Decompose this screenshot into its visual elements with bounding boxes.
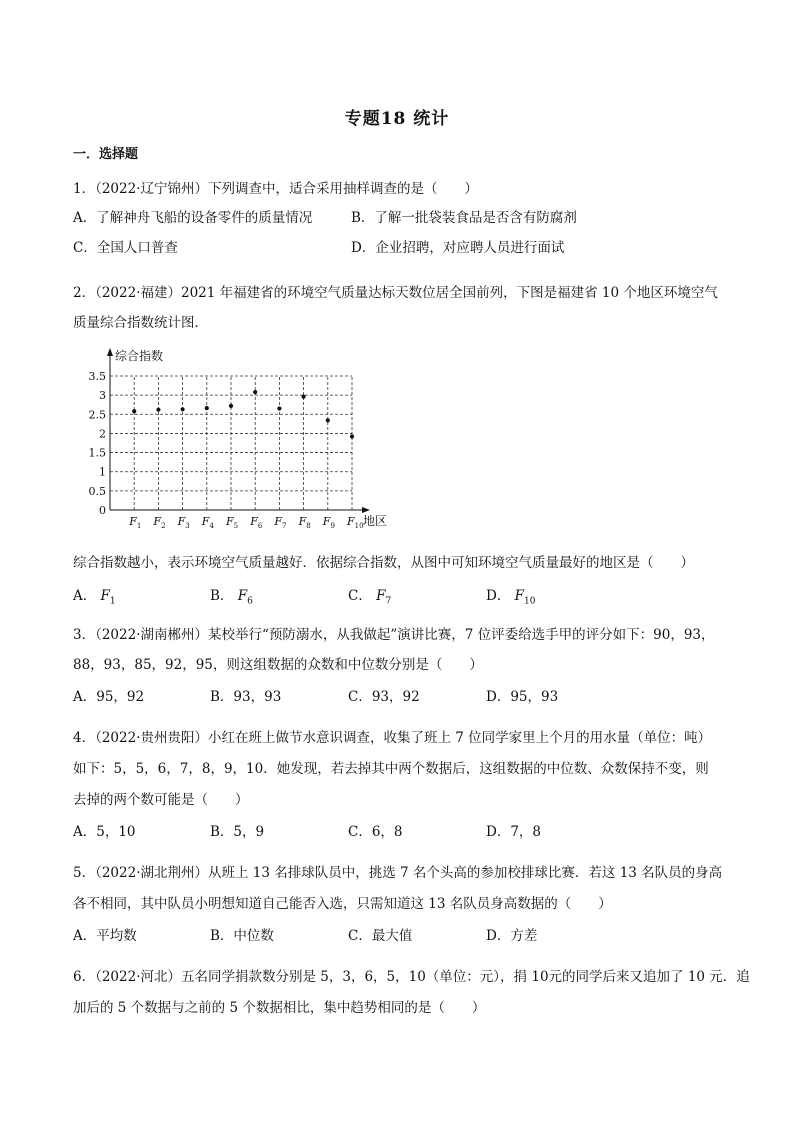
index-chart <box>70 344 400 534</box>
data-point <box>326 418 330 422</box>
q2-stem-line1: 2．（2022·福建）2021 年福建省的环境空气质量达标天数位居全国前列，下图是福建省 10 个地区环境空气 <box>73 285 718 301</box>
data-point <box>350 434 354 438</box>
q3-stem-line1: 3．（2022·湖南郴州）某校举行“预防溺水，从我做起”演讲比赛，7 位评委给选手甲的评分如下：90，93， <box>73 627 715 643</box>
data-point <box>205 406 209 410</box>
data-point <box>277 406 281 410</box>
section-heading: 一．选择题 <box>73 147 139 162</box>
x-tick-label: $F_4$ <box>201 515 214 530</box>
x-tick-label: $F_8$ <box>298 515 311 530</box>
q2-option-c: C． $F_7$ <box>348 588 392 607</box>
data-point <box>181 407 185 411</box>
q2-option-a: A． $F_1$ <box>73 588 116 607</box>
q6-stem-line1: 6．（2022·河北）五名同学捐款数分别是 5，3，6，5，10（单位：元），捐 10元的同学后来又追加了 10 元．追 <box>73 969 750 985</box>
q5-stem-line2: 各不相同，其中队员小明想知道自己能否入选，只需知道这 13 名队员身高数据的（ ） <box>73 896 612 912</box>
q2-stem-line2: 质量综合指数统计图． <box>73 315 208 331</box>
q2-option-d: D． $F_{10}$ <box>486 588 536 607</box>
q3-option-b: B．93，93 <box>210 689 282 705</box>
x-axis-label: 地区 <box>363 514 388 528</box>
chart-grid <box>110 376 352 510</box>
x-tick-label: $F_9$ <box>322 515 335 530</box>
y-tick-label: 0 <box>99 504 106 517</box>
x-tick-label: $F_7$ <box>274 515 287 530</box>
q2-stem-line3: 综合指数越小，表示环境空气质量越好．依据综合指数，从图中可知环境空气质量最好的地区是（ ） <box>73 555 694 571</box>
chart-y-ticks <box>89 370 107 517</box>
q1-option-b: B．了解一批袋装食品是否含有防腐剂 <box>351 210 577 226</box>
q4-option-a: A．5，10 <box>73 824 136 840</box>
q3-option-a: A．95，92 <box>73 689 145 705</box>
q6-stem-line2: 加后的 5 个数据与之前的 5 个数据相比，集中趋势相同的是（ ） <box>73 1000 486 1016</box>
data-point <box>253 390 257 394</box>
y-tick-label: 0.5 <box>88 484 106 498</box>
y-tick-label: 3 <box>99 389 106 403</box>
y-axis-arrow <box>107 348 113 356</box>
x-tick-label: $F_6$ <box>250 515 263 530</box>
q1-option-c: C．全国人口普查 <box>73 240 178 256</box>
q1-option-d: D．企业招聘，对应聘人员进行面试 <box>351 240 565 256</box>
q5-option-c: C．最大值 <box>348 928 413 944</box>
x-tick-label: $F_{10}$ <box>347 515 364 530</box>
y-tick-label: 3.5 <box>88 370 106 383</box>
x-axis-arrow <box>362 507 370 513</box>
data-point <box>302 395 306 399</box>
q2-option-b: B． $F_6$ <box>210 588 253 607</box>
q4-stem-line1: 4．（2022·贵州贵阳）小红在班上做节水意识调查，收集了班上 7 位同学家里上个月的用水量（单位：吨） <box>73 730 712 746</box>
x-tick-label: $F_1$ <box>129 515 142 530</box>
q1-option-a: A．了解神舟飞船的设备零件的质量情况 <box>73 210 313 226</box>
y-tick-label: 2.5 <box>88 408 106 422</box>
q5-option-a: A．平均数 <box>73 928 137 944</box>
q4-stem-line3: 去掉的两个数可能是（ ） <box>73 792 249 808</box>
q3-option-c: C．93，92 <box>348 689 420 705</box>
q1-stem: 1．（2022·辽宁锦州）下列调查中，适合采用抽样调查的是（ ） <box>73 181 478 197</box>
y-axis-label: 综合指数 <box>115 349 164 363</box>
page-title: 专题18 统计 <box>344 109 450 129</box>
x-tick-label: $F_2$ <box>153 515 166 530</box>
x-tick-label: $F_3$ <box>177 515 190 530</box>
chart-x-ticks <box>128 515 363 530</box>
q4-option-b: B．5，9 <box>210 824 265 840</box>
q4-option-d: D．7，8 <box>486 824 542 840</box>
q5-stem-line1: 5．（2022·湖北荆州）从班上 13 名排球队员中，挑选 7 名个头高的参加校排球比赛．若这 13 名队员的身高 <box>73 865 723 881</box>
q4-stem-line2: 如下：5，5，6，7，8，9，10．她发现，若去掉其中两个数据后，这组数据的中位数、众数保持不变，则 <box>73 761 709 777</box>
y-tick-label: 2 <box>99 427 106 441</box>
q4-option-c: C．6，8 <box>348 824 403 840</box>
q3-stem-line2: 88，93，85，92，95，则这组数据的众数和中位数分别是（ ） <box>73 657 483 673</box>
data-point <box>156 408 160 412</box>
q5-option-b: B．中位数 <box>210 928 274 944</box>
y-tick-label: 1 <box>99 465 106 479</box>
x-tick-label: $F_5$ <box>226 515 239 530</box>
data-point <box>132 409 136 413</box>
y-tick-label: 1.5 <box>88 446 106 460</box>
data-point <box>229 404 233 408</box>
q3-option-d: D．95，93 <box>486 689 559 705</box>
q5-option-d: D．方差 <box>486 928 538 944</box>
